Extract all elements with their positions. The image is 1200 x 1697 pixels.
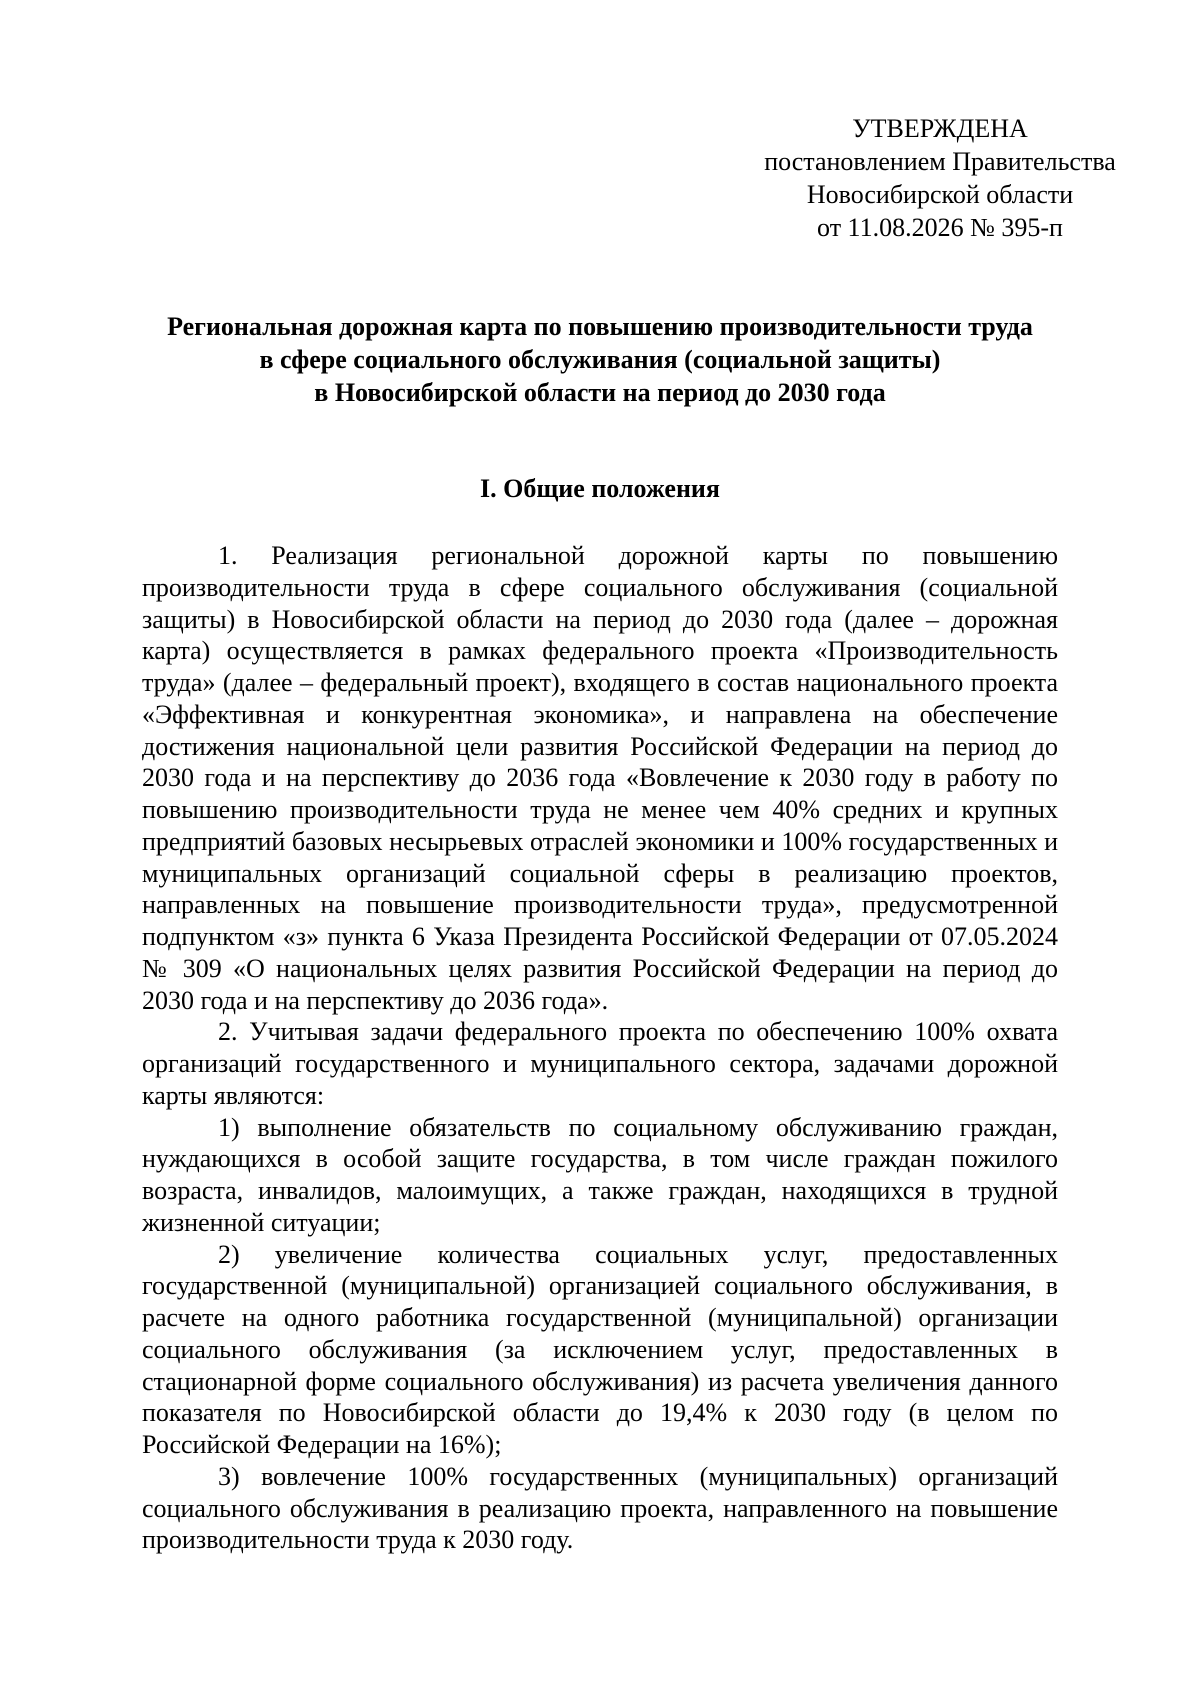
list-item-1: 1) выполнение обязательств по социальному обслуживанию граждан, нуждающихся в особой защите государства, в том числе граждан пожилого возраста, инвалидов, малоимущих, а также граждан, находящихся в трудной жизненной ситуации; xyxy=(142,1112,1058,1237)
paragraph-1: 1. Реализация региональной дорожной карты по повышению производительности труда в сфере социального обслуживания (социальной защиты) в Новосибирской области на период до 2030 года (далее – дорожная карта) осуществляется в рамках федерального проекта «Производительность труда» (далее – федеральный проект), входящего в состав национального проекта «Эффективная и конкурентная экономика», и направлена на обеспечение достижения национальной цели развития Российской Федерации на период до 2030 года и на перспективу до 2036 года «Вовлечение к 2030 году в работу по повышению производительности труда не менее чем 40% средних и крупных предприятий базовых несырьевых отраслей экономики и 100% государственных и муниципальных организаций социальной сферы в реализацию проектов, направленных на повышение производительности труда», предусмотренной подпунктом «з» пункта 6 Указа Президента Российской Федерации от 07.05.2024 № 309 «О национальных целях развития Российской Федерации на период до 2030 года и на перспективу до 2036 года». xyxy=(142,541,1058,1015)
section-heading: I. Общие положения xyxy=(480,474,720,503)
approval-act-type: постановлением Правительства xyxy=(764,147,1116,176)
approval-stamp-block xyxy=(720,112,1160,244)
document-body xyxy=(142,540,1058,1556)
paragraph-2: 2. Учитывая задачи федерального проекта по обеспечению 100% охвата организаций государственного и муниципального сектора, задачами дорожной карты являются: xyxy=(142,1017,1058,1110)
document-title-line: в сфере социального обслуживания (социальной защиты) xyxy=(259,345,941,374)
approval-date-number: от 11.08.2026 № 395-п xyxy=(817,213,1063,242)
approval-authority: Новосибирской области xyxy=(806,180,1074,209)
document-title xyxy=(140,310,1060,409)
document-title-line: Региональная дорожная карта по повышению производительности труда xyxy=(167,312,1033,341)
list-item-3: 3) вовлечение 100% государственных (муниципальных) организаций социального обслуживания в реализацию проекта, направленного на повышение производительности труда к 2030 году. xyxy=(142,1461,1058,1555)
list-item-2: 2) увеличение количества социальных услуг, предоставленных государственной (муниципальной) организацией социального обслуживания, в расчете на одного работника государственной (муниципальной) организации социального обслуживания (за исключением услуг, предоставленных в стационарной форме социального обслуживания) из расчета увеличения данного показателя по Новосибирской области до 19,4% к 2030 году (в целом по Российской Федерации на 16%); xyxy=(142,1239,1058,1459)
approval-word: УТВЕРЖДЕНА xyxy=(852,114,1028,143)
document-title-line: в Новосибирской области на период до 2030 года xyxy=(314,378,886,407)
